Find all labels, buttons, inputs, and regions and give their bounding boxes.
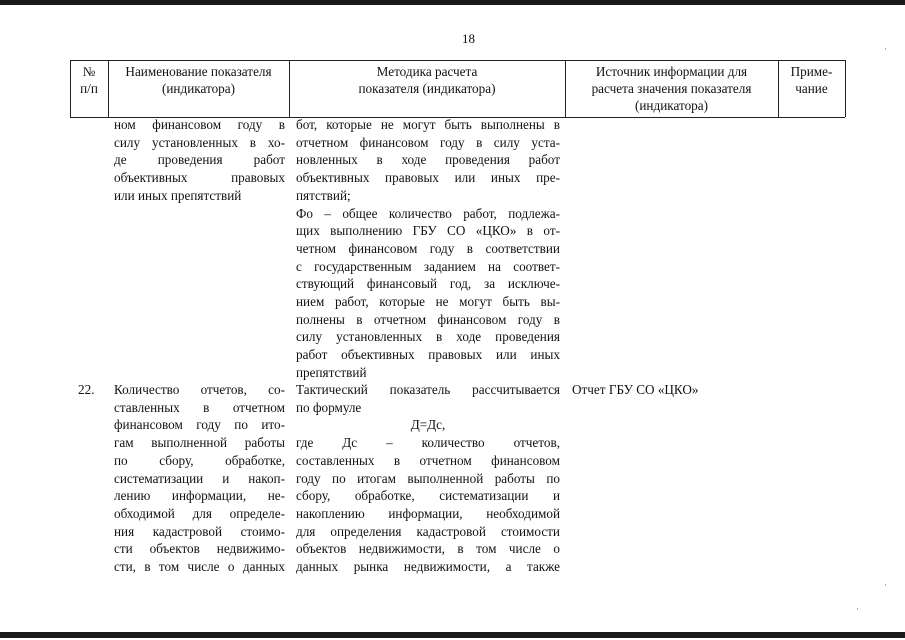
scan-speck: ·: [884, 580, 887, 590]
column-divider: [845, 60, 846, 117]
row-22-number: 22.: [78, 382, 95, 397]
row-22-method-cell: Тактический показатель рассчитывается по формуле Д=Дс, где Дс – количество отчетов, составленных в отчетном финансовом году по итогам выполненной работы по сбору, обработке, систематизации и накоплению информации, необходимой для определения кадастровой стоимости объектов недвижимости, в том числе о данных рынка недвижимости, а также: [296, 382, 560, 575]
row-22-name-cell: Количество отчетов, со- ставленных в отчетном финансовом году по ито- гам выполненной работы по сбору, обработке, систематизации и накоп- лению информации, не- обходимой для определе- ния кадастровой стоимо- сти объектов недвижимо- сти, в том числе о данных: [114, 382, 285, 575]
continued-method-cell: бот, которые не могут быть выполнены в отчетном финансовом году в силу уста- новленных в ходе проведения работ объективных правовых или иных пре- пятствий; Фо – общее количество работ, подлежа- щих выполнению ГБУ СО «ЦКО» в от- четном финансовом году в соответствии с государственным заданием на соответ- ствующий финансовый год, за исключе- нием работ, которые не могут быть вы- полнены в отчетном финансовом году в силу установленных в ходе проведения работ объективных правовых или иных препятствий: [296, 117, 560, 380]
page-top-border: [0, 0, 905, 5]
header-note: Приме- чание: [790, 64, 833, 96]
scan-speck: ·: [884, 44, 887, 54]
scan-speck: ·: [856, 604, 859, 614]
header-name: Наименование показателя (индикатора): [125, 64, 272, 96]
page-bottom-border: [0, 632, 905, 638]
header-source: Источник информации для расчета значения показателя (индикатора): [591, 64, 752, 113]
formula: Д=Дс,: [410, 417, 446, 433]
row-22-source-cell: Отчет ГБУ СО «ЦКО»: [572, 382, 699, 397]
header-method: Методика расчета показателя (индикатора): [358, 64, 496, 96]
page-number: 18: [462, 31, 475, 46]
continued-name-cell: ном финансовом году в силу установленных в хо- де проведения работ объективных правовых или иных препятствий: [114, 117, 285, 203]
header-num: № п/п: [80, 64, 98, 96]
